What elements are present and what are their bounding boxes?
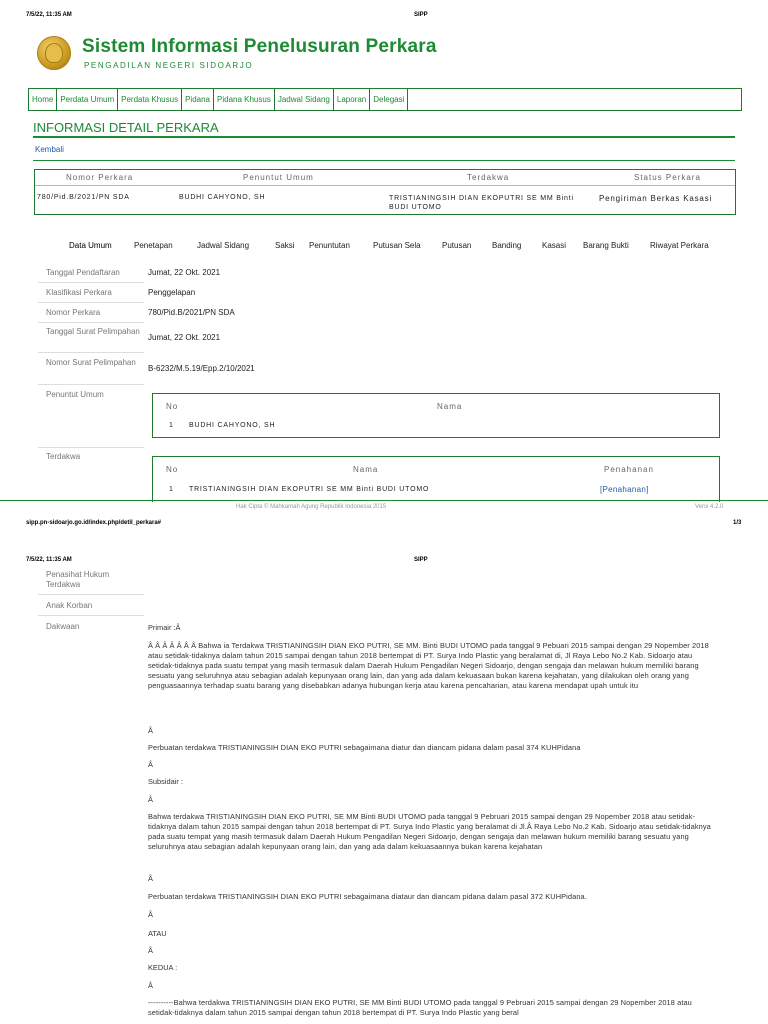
- footer-version: Versi 4.2.0: [695, 504, 724, 510]
- penuntut-header-nama: Nama: [437, 402, 463, 411]
- row-divider: [38, 615, 144, 616]
- summary-header-nomor: Nomor Perkara: [66, 173, 134, 182]
- terdakwa-row-no: 1: [169, 486, 174, 493]
- nav-laporan[interactable]: Laporan: [334, 89, 370, 110]
- dakwaan-paragraph-1: Â Â Â Â Â Â Â Bahwa ia Terdakwa TRISTIANINGSIH DIAN EKO PUTRI, SE MM. Binti BUDI UTOMO pada tanggal 9 Pebuari 2015 sampai dengan 29 Nopember 2018 atau setidak-tidaknya dalam tahun 2015 sampai dengan tahun 2018 bertempat di PT. Surya Indo Plastic yang beralamat di, Jl Raya Lebo No.2 Kab. Sidoarjo atau setidak-tidaknya pada suatu tempat yang masih termasuk dalam Daerah Hukum Pengadilan Negeri Sidoarjo, dengan sengaja dan melawan hukum memiliki barang sesuatu yang seluruhnya atau sebagian adalah kepunyaan orang lain, dan yang ada dalam kekuasaan bukan karena kejahatan, yang dilakukan oleh orang yang penguasaannya terhadap suatu barang yang disebabkan adanya hubungan kerja atau karena pencaharian, atau karena mendapat upah untuk itu: [148, 641, 709, 690]
- nav-delegasi[interactable]: Delegasi: [370, 89, 408, 110]
- dakwaan-paragraph-3: Bahwa terdakwa TRISTIANINGSIH DIAN EKO PUTRI, SE MM Binti BUDI UTOMO pada tanggal 9 Pebruari 2015 sampai dengan 29 Nopember 2018 atau setidak-tidaknya dalam tahun 2015 sampai dengan tahun 2018 bertempat di PT. Surya Indo Plastic yang beralamat di Jl.Â Raya Lebo No.2 Kab. Sidoarjo atau setidak-tidaknya pada suatu tempat yang masih termasuk dalam Daerah Hukum Pengadilan Negeri Sidoarjo, dengan sengaja dan melawan hukum memiliki barang sesuatu yang seluruhnya atau sebagian adalah kepunyaan orang lain, dan yang ada dalam kekuasaannya bukan karena kejahatan: [148, 812, 711, 851]
- tab-saksi[interactable]: Saksi: [275, 241, 295, 250]
- dakwaan-spacer: Â: [148, 726, 153, 735]
- footer-divider: [0, 500, 768, 501]
- print-url: sipp.pn-sidoarjo.go.id/index.php/detil_perkara#: [26, 520, 162, 526]
- value-nomor-surat: B-6232/M.5.19/Epp.2/10/2021: [148, 364, 255, 373]
- divider: [33, 160, 735, 161]
- label-penasihat-hukum: Penasihat Hukum Terdakwa: [46, 570, 110, 589]
- row-divider: [38, 352, 144, 353]
- dakwaan-subsidair: Subsidair :: [148, 777, 183, 786]
- label-nomor-perkara: Nomor Perkara: [46, 308, 101, 317]
- penahanan-link[interactable]: [Penahanan]: [600, 485, 649, 494]
- dakwaan-paragraph-5: ----------Bahwa terdakwa TRISTIANINGSIH DIAN EKO PUTRI, SE MM Binti BUDI UTOMO pada tanggal 9 Pebruari 2015 sampai dengan 29 Nopember 2018 atau setidak-tidaknya dalam tahun 2015 sampai dengan tahun 2018 bertempat di PT. Surya Indo Plastic yang beral: [148, 998, 692, 1017]
- label-klasifikasi: Klasifikasi Perkara: [46, 288, 112, 297]
- penuntut-row-nama: BUDHI CAHYONO, SH: [189, 422, 276, 429]
- summary-row-divider: [35, 185, 735, 186]
- label-dakwaan: Dakwaan: [46, 622, 80, 631]
- dakwaan-atau: ATAU: [148, 929, 167, 938]
- dakwaan-paragraph-4: Perbuatan terdakwa TRISTIANINGSIH DIAN EKO PUTRI sebagaimana diataur dan diancam pidana dalam pasal 372 KUHPidana.: [148, 892, 587, 901]
- label-tanggal-pendaftaran: Tanggal Pendaftaran: [46, 268, 120, 277]
- value-klasifikasi: Penggelapan: [148, 288, 196, 297]
- print-title: SIPP: [414, 12, 428, 18]
- print-title-page2: SIPP: [414, 557, 428, 563]
- summary-penuntut: BUDHI CAHYONO, SH: [179, 194, 266, 201]
- nav-pidana-khusus[interactable]: Pidana Khusus: [214, 89, 275, 110]
- terdakwa-row-nama: TRISTIANINGSIH DIAN EKOPUTRI SE MM Binti BUDI UTOMO: [189, 486, 430, 493]
- summary-status: Pengiriman Berkas Kasasi: [599, 194, 713, 203]
- row-divider: [38, 447, 144, 448]
- row-divider: [38, 594, 144, 595]
- dakwaan-spacer: Â: [148, 981, 153, 990]
- site-subtitle: PENGADILAN NEGERI SIDOARJO: [84, 61, 254, 70]
- tab-banding[interactable]: Banding: [492, 241, 522, 250]
- tab-kasasi[interactable]: Kasasi: [542, 241, 567, 250]
- label-terdakwa: Terdakwa: [46, 452, 81, 461]
- nav-perdata-umum[interactable]: Perdata Umum: [57, 89, 118, 110]
- value-tanggal-surat: Jumat, 22 Okt. 2021: [148, 333, 221, 342]
- main-nav: [28, 88, 742, 111]
- label-nomor-surat: Nomor Surat Pelimpahan: [46, 358, 136, 367]
- penuntut-row-no: 1: [169, 422, 174, 429]
- title-divider: [33, 136, 735, 138]
- dakwaan-spacer: Â: [148, 874, 153, 883]
- terdakwa-header-no: No: [166, 465, 179, 474]
- print-datetime: 7/5/22, 11:35 AM: [26, 12, 72, 18]
- nav-home[interactable]: Home: [29, 89, 57, 110]
- dakwaan-spacer: Â: [148, 910, 153, 919]
- summary-nomor: 780/Pid.B/2021/PN SDA: [37, 194, 130, 201]
- footer-copyright: Hak Cipta © Mahkamah Agung Republik Indonesia 2015: [236, 504, 387, 510]
- penuntut-table: [152, 393, 720, 438]
- terdakwa-header-penahanan: Penahanan: [604, 465, 654, 474]
- site-title: Sistem Informasi Penelusuran Perkara: [82, 36, 437, 57]
- nav-perdata-khusus[interactable]: Perdata Khusus: [118, 89, 182, 110]
- dakwaan-spacer: Â: [148, 795, 153, 804]
- print-page-number: 1/3: [733, 520, 742, 526]
- terdakwa-table: [152, 456, 720, 502]
- row-divider: [38, 282, 144, 283]
- case-summary-table: [34, 169, 736, 215]
- print-datetime-page2: 7/5/22, 11:35 AM: [26, 557, 72, 563]
- summary-terdakwa: TRISTIANINGSIH DIAN EKOPUTRI SE MM Binti BUDI UTOMO: [389, 195, 574, 211]
- value-nomor-perkara: 780/Pid.B/2021/PN SDA: [148, 308, 235, 317]
- summary-header-status: Status Perkara: [634, 173, 701, 182]
- tab-barang-bukti[interactable]: Barang Bukti: [583, 241, 629, 250]
- value-tanggal-pendaftaran: Jumat, 22 Okt. 2021: [148, 268, 221, 277]
- summary-header-penuntut: Penuntut Umum: [243, 173, 314, 182]
- label-tanggal-surat: Tanggal Surat Pelimpahan: [46, 327, 140, 336]
- nav-pidana[interactable]: Pidana: [182, 89, 214, 110]
- label-penuntut-umum: Penuntut Umum: [46, 390, 104, 399]
- dakwaan-primair: Primair :Â: [148, 623, 181, 632]
- back-link[interactable]: Kembali: [35, 145, 64, 154]
- tab-putusan-sela[interactable]: Putusan Sela: [373, 241, 421, 250]
- tab-riwayat-perkara[interactable]: Riwayat Perkara: [650, 241, 709, 250]
- page-title: INFORMASI DETAIL PERKARA: [33, 120, 219, 135]
- tab-data-umum[interactable]: Data Umum: [69, 241, 112, 250]
- penuntut-header-no: No: [166, 402, 179, 411]
- dakwaan-spacer: Â: [148, 946, 153, 955]
- tab-putusan[interactable]: Putusan: [442, 241, 472, 250]
- row-divider: [38, 384, 144, 385]
- row-divider: [38, 302, 144, 303]
- dakwaan-paragraph-2: Perbuatan terdakwa TRISTIANINGSIH DIAN EKO PUTRI sebagaimana diatur dan diancam pidana dalam pasal 374 KUHPidana: [148, 743, 581, 752]
- dakwaan-kedua: KEDUA :: [148, 963, 178, 972]
- terdakwa-header-nama: Nama: [353, 465, 379, 474]
- label-anak-korban: Anak Korban: [46, 601, 93, 610]
- summary-header-terdakwa: Terdakwa: [467, 173, 510, 182]
- court-logo-icon: [37, 36, 71, 70]
- tab-jadwal-sidang[interactable]: Jadwal Sidang: [197, 241, 250, 250]
- tab-penuntutan[interactable]: Penuntutan: [309, 241, 350, 250]
- nav-jadwal-sidang[interactable]: Jadwal Sidang: [275, 89, 334, 110]
- tab-penetapan[interactable]: Penetapan: [134, 241, 173, 250]
- row-divider: [38, 322, 144, 323]
- dakwaan-spacer: Â: [148, 760, 153, 769]
